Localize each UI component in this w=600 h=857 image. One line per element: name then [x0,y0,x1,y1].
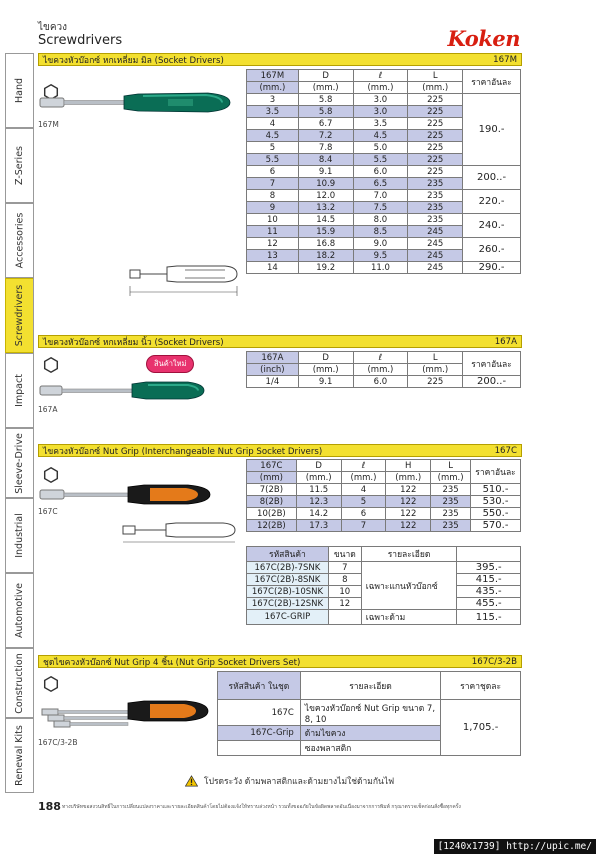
nut-grip-driver-image [38,482,213,508]
table-row: 4 6.7 3.5 225 [247,118,521,130]
brand-logo: Koken [447,26,520,51]
table-row: 5 7.8 5.0 225 [247,142,521,154]
tab-renewal-kits[interactable]: Renewal Kits [5,718,33,793]
col-header-d: D [296,460,341,472]
table-row: 167C-Grip ด้ามไขควง [218,726,521,741]
socket-driver-image [38,88,233,118]
table-row: 6 9.1 6.0 225 200..- [247,166,521,178]
section-code: 167C/3-2B [471,656,517,667]
price-cell: 240.- [463,214,521,238]
section-title-bar [38,444,522,457]
col-unit-size: (mm) [247,472,297,484]
table-row: 167C ไขควงหัวบ๊อกซ์ Nut Grip ขนาด 7, 8, 10 1,705.- [218,700,521,726]
tab-hand[interactable]: Hand [5,53,33,128]
nut-grip-set-image [38,695,213,735]
table-167a [246,351,521,388]
col-header-part-code: รหัสสินค้า [247,547,329,562]
col-header-l: L [408,352,463,364]
col-header-set-detail: รายละเอียด [300,672,440,700]
warning-icon [185,775,198,787]
section-167c-3-2b [38,655,522,668]
table-row: 1/4 9.1 6.0 225 200..- [247,376,521,388]
col-header-price: ราคาอันละ [463,352,521,376]
product-label: 167A [38,405,58,414]
table-row: 11 15.9 8.5 245 [247,226,521,238]
tab-industrial[interactable]: Industrial [5,498,33,573]
price-cell: 190.- [463,94,521,166]
header-title-english: Screwdrivers [38,33,123,48]
col-header-d: D [298,352,353,364]
table-row: 167C(2B)-8SNK 8 415.- [247,574,521,586]
col-header-part-price [457,547,521,562]
col-unit-l-small: (mm.) [341,472,386,484]
table-row: 8(2B) 12.3 5 122 235 530.- [247,496,521,508]
section-code: 167M [493,54,517,65]
table-row: 9 13.2 7.5 235 [247,202,521,214]
col-header-l: L [408,70,463,82]
set-price-cell: 1,705.- [441,700,521,756]
col-unit-l-small: (mm.) [353,364,408,376]
table-row: 14 19.2 11.0 245 290.- [247,262,521,274]
col-header-l-small: ℓ [353,352,408,364]
section-code: 167A [494,336,517,347]
col-header-set-code: รหัสสินค้า ในชุด [218,672,301,700]
section-title-bar [38,335,522,348]
tab-rule [33,53,34,793]
col-unit-l: (mm.) [408,82,463,94]
col-unit-size: (mm.) [247,82,299,94]
section-167m [38,53,522,66]
col-unit-l: (mm.) [408,364,463,376]
table-row: 4.5 7.2 4.5 225 [247,130,521,142]
section-167c [38,444,522,457]
product-label: 167C/3-2B [38,738,78,747]
price-cell: 290.- [463,262,521,274]
col-unit-h: (mm.) [386,472,431,484]
tab-sleeve-drive[interactable]: Sleeve-Drive [5,428,33,498]
hex-socket-icon [42,675,60,693]
table-167c-set [217,671,521,756]
tab-automotive[interactable]: Automotive [5,573,33,648]
footnote: ทางบริษัทขอสงวนสิทธิ์ในการเปลี่ยนแปลงราคาและรายละเอียดสินค้าโดยไม่ต้องแจ้งให้ทราบล่วงหน้า รวมทั้งขออภัยในข้อผิดพลาดอันเนื่องมาจากการพิมพ์ กรุณาตรวจเช็คก่อนสั่งซื้อทุกครั้ง [62,804,461,810]
product-label: 167C [38,507,58,516]
col-header-size: 167M [247,70,299,82]
table-row: 8 12.0 7.0 235 220.- [247,190,521,202]
price-cell: 200..- [463,166,521,190]
page-number: 188 [38,800,61,813]
table-167c-parts [246,546,521,625]
section-title-bar [38,655,522,668]
price-cell: 260.- [463,238,521,262]
col-unit-l-small: (mm.) [353,82,408,94]
socket-driver-image [38,378,208,404]
col-header-h: H [386,460,431,472]
table-row: 5.5 8.4 5.5 225 [247,154,521,166]
col-header-size: 167C [247,460,297,472]
col-header-l-small: ℓ [353,70,408,82]
col-header-size: 167A [247,352,299,364]
tab-accessories[interactable]: Accessories [5,203,33,278]
col-header-d: D [298,70,353,82]
warning-note [185,774,394,788]
table-row: 13 18.2 9.5 245 [247,250,521,262]
col-header-l-small: ℓ [341,460,386,472]
tab-impact[interactable]: Impact [5,353,33,428]
col-unit-d: (mm.) [296,472,341,484]
col-header-part-detail: รายละเอียด [361,547,457,562]
col-header-part-size: ขนาด [328,547,361,562]
table-row: 7(2B) 11.5 4 122 235 510.- [247,484,521,496]
dimension-drawing [118,520,243,546]
section-167a [38,335,522,348]
table-row: 3.5 5.8 3.0 225 [247,106,521,118]
table-row: 167C(2B)-10SNK 10 435.- [247,586,521,598]
section-title: ไขควงหัวบ๊อกซ์ Nut Grip (Interchangeable Nut Grip Socket Drivers) [43,446,323,457]
col-unit-d: (mm.) [298,82,353,94]
table-row: 7 10.9 6.5 235 [247,178,521,190]
header-title-thai: ไขควง [38,22,68,33]
table-row: 3 5.8 3.0 225 190.- [247,94,521,106]
col-header-l: L [431,460,471,472]
price-cell: 220.- [463,190,521,214]
table-row: 167C(2B)-12SNK 12 455.- [247,598,521,610]
new-product-badge: สินค้าใหม่ [146,355,194,373]
table-row: 12(2B) 17.3 7 122 235 570.- [247,520,521,532]
price-cell: 200..- [463,376,521,388]
col-header-price: ราคาอันละ [471,460,521,484]
watermark: [1240x1739] http://upic.me/ [434,839,596,854]
table-row: 10(2B) 14.2 6 122 235 550.- [247,508,521,520]
table-row: ซองพลาสติก [218,741,521,756]
table-row: 12 16.8 9.0 245 260.- [247,238,521,250]
col-unit-l: (mm.) [431,472,471,484]
col-header-price: ราคาอันละ [463,70,521,94]
section-title-bar [38,53,522,66]
table-row: 167C(2B)-7SNK 7 เฉพาะแกนหัวบ๊อกซ์ 395.- [247,562,521,574]
product-label: 167M [38,120,59,129]
warning-text: โปรดระวัง ด้ามพลาสติกและด้ามยางไม่ใช่ด้ามกันไฟ [204,777,395,787]
table-167c [246,459,521,532]
table-row: 167C-GRIP เฉพาะด้าม 115.- [247,610,521,625]
section-code: 167C [494,445,517,456]
table-row: 10 14.5 8.0 235 240.- [247,214,521,226]
col-header-set-price: ราคาชุดละ [441,672,521,700]
col-unit-d: (mm.) [298,364,353,376]
tab-z-series[interactable]: Z-Series [5,128,33,203]
section-title: ไขควงหัวบ๊อกซ์ หกเหลี่ยม นิ้ว (Socket Drivers) [43,337,224,348]
tab-construction[interactable]: Construction [5,648,33,718]
section-title: ชุดไขควงหัวบ๊อกซ์ Nut Grip 4 ชิ้น (Nut Grip Socket Drivers Set) [43,657,301,668]
col-unit-size: (inch) [247,364,299,376]
section-title: ไขควงหัวบ๊อกซ์ หกเหลี่ยม มิล (Socket Drivers) [43,55,224,66]
tab-screwdrivers[interactable]: Screwdrivers [5,278,33,353]
hex-socket-icon [42,356,60,374]
table-167m [246,69,521,274]
dimension-drawing [125,262,245,300]
part-detail: เฉพาะแกนหัวบ๊อกซ์ [361,562,457,610]
